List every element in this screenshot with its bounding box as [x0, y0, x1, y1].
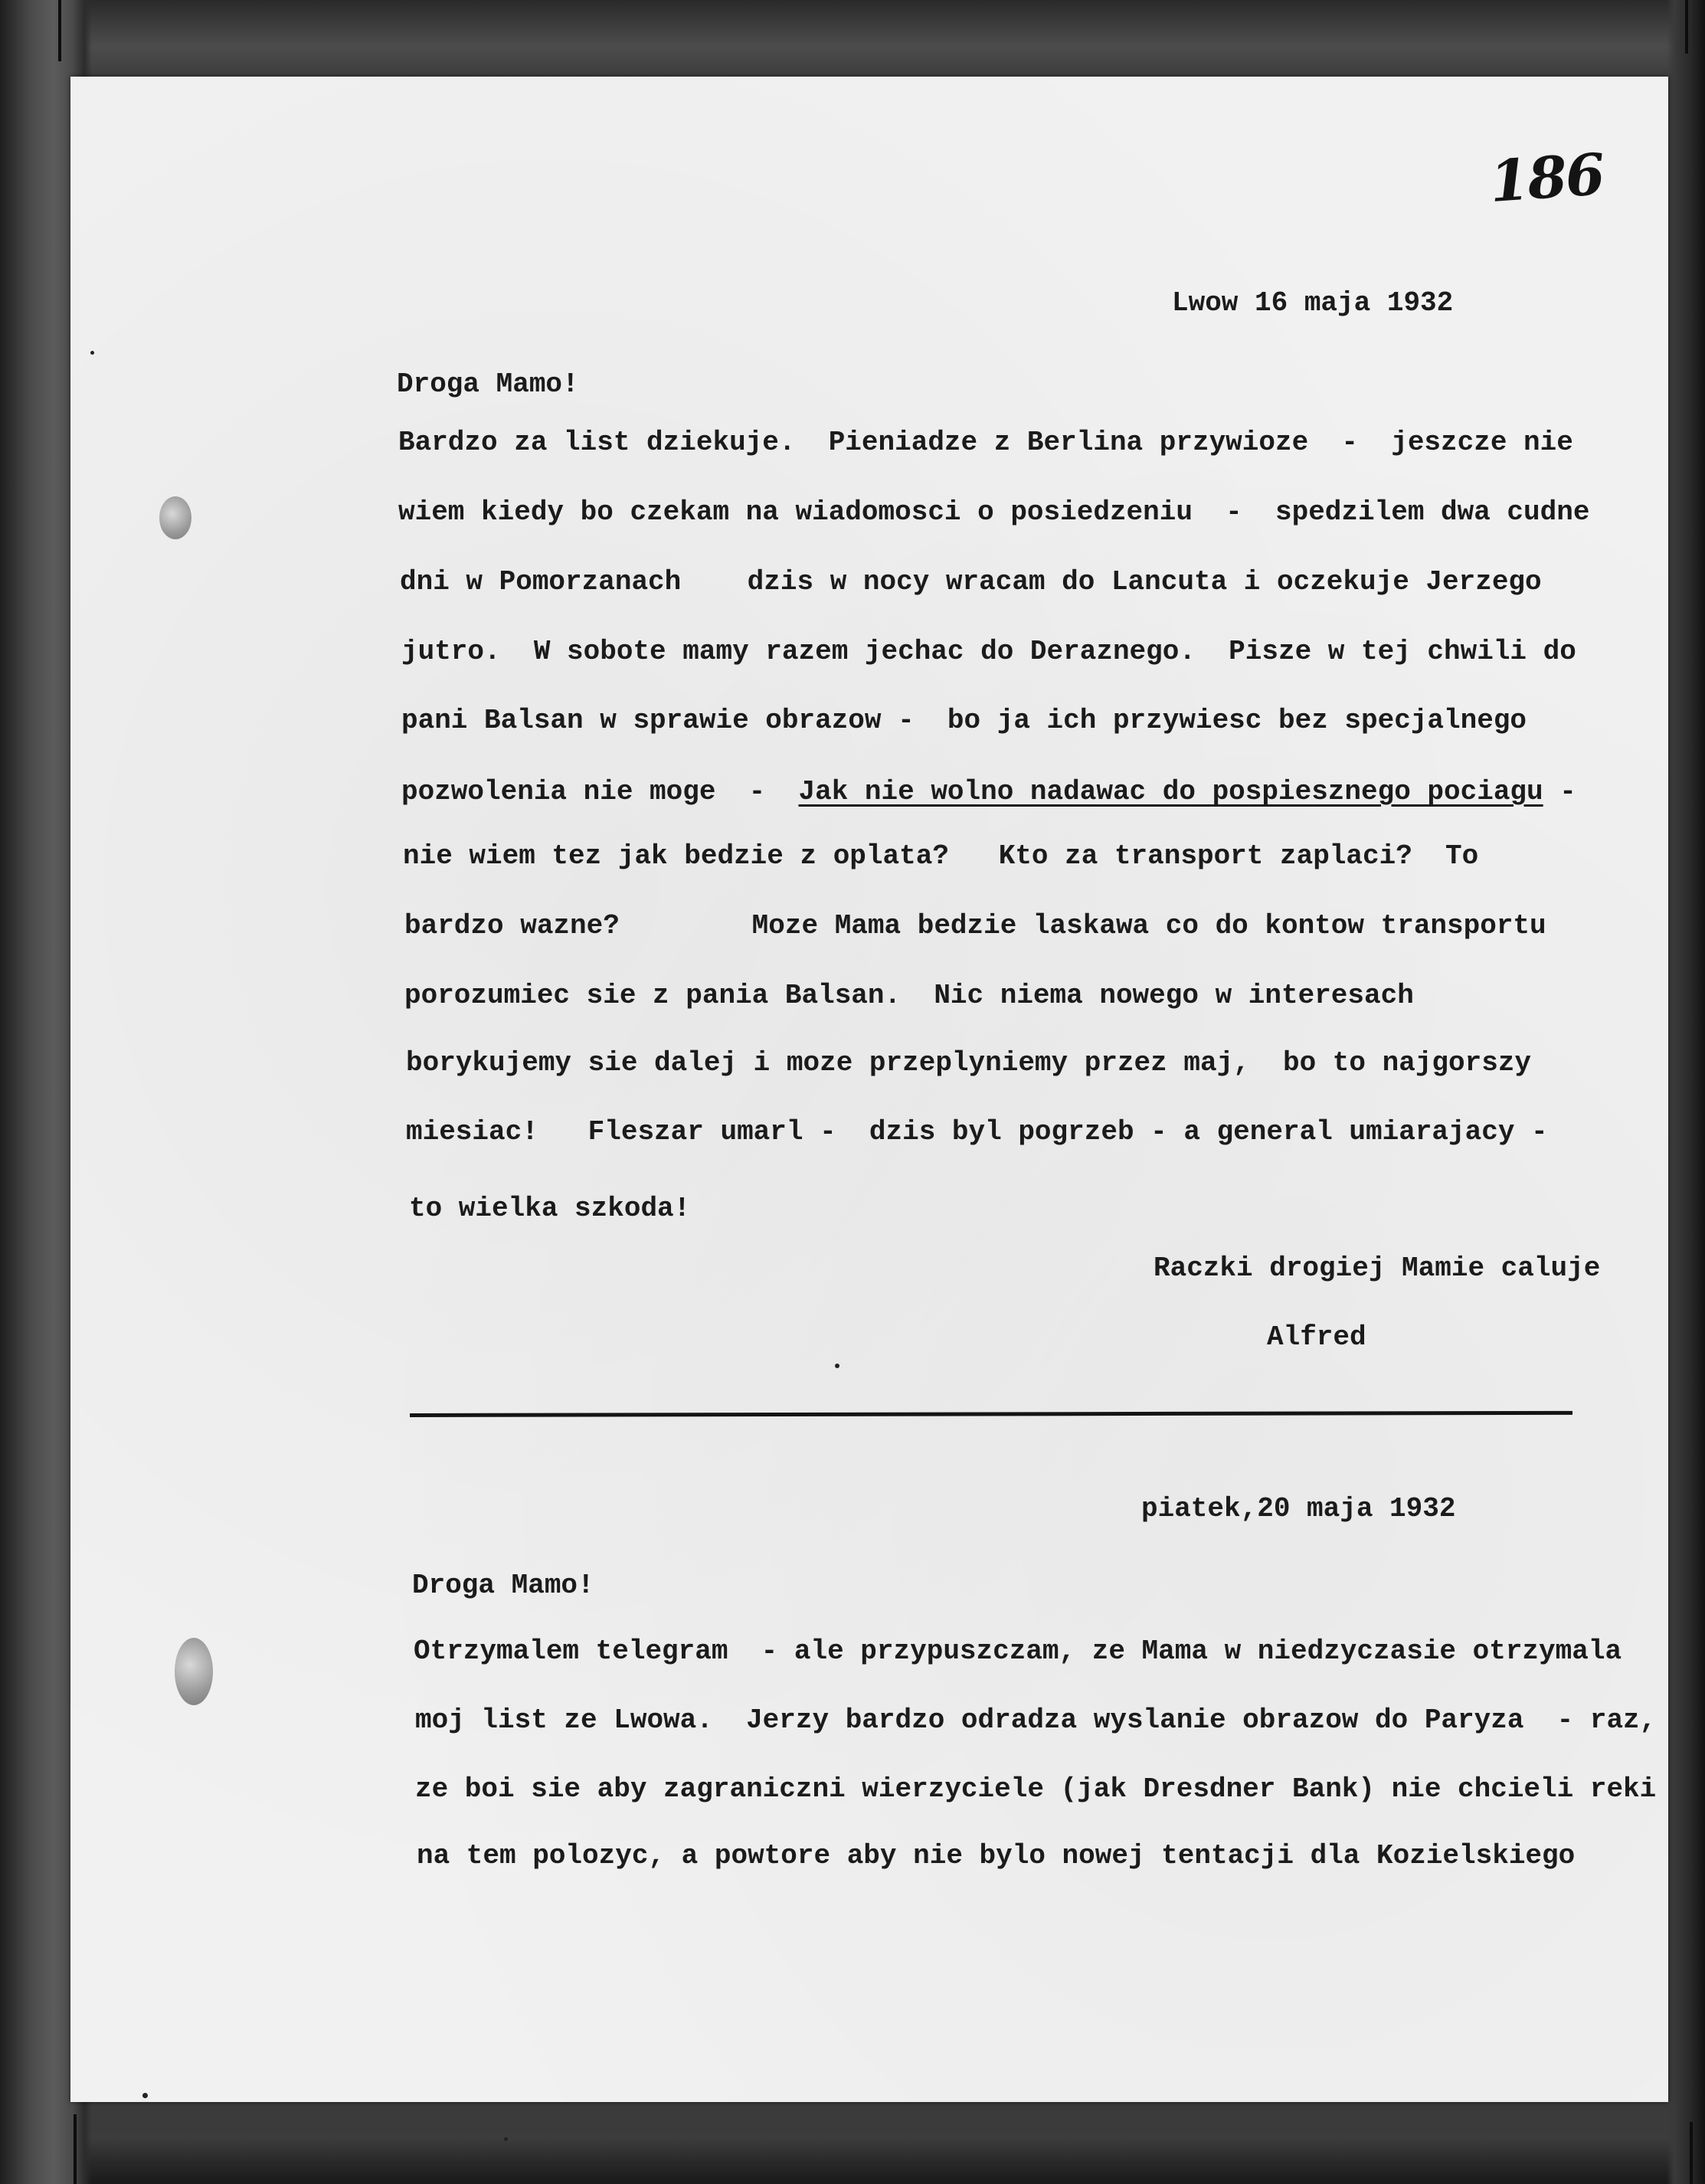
binder-edge-bottom-right — [1690, 2122, 1693, 2184]
underlined-sentence: Jak nie wolno nadawac do pospiesznego pociagu — [798, 776, 1543, 807]
letter1-line-start: pozwolenia nie moge - — [401, 776, 799, 807]
letter1-salutation: Droga Mamo! — [397, 368, 579, 400]
letter2-salutation: Droga Mamo! — [412, 1570, 594, 1601]
letter1-signature: Alfred — [1267, 1321, 1366, 1353]
letter1-line: jutro. W sobote mamy razem jechac do Deraznego. Pisze w tej chwili do — [401, 636, 1576, 667]
binder-edge-left — [58, 0, 61, 61]
letter1-line-underlined-row — [401, 778, 1576, 806]
letter1-line: to wielka szkoda! — [409, 1193, 691, 1224]
letter1-line: Bardzo za list dziekuje. Pieniadze z Berlina przywioze - jeszcze nie — [398, 427, 1573, 458]
letter1-line: miesiac! Fleszar umarl - dzis byl pogrzeb - a general umiarajacy - — [406, 1116, 1548, 1148]
letter1-line-end: - — [1543, 776, 1576, 807]
letter1-date: Lwow 16 maja 1932 — [1172, 287, 1454, 319]
letter1-closing: Raczki drogiej Mamie caluje — [1154, 1252, 1601, 1284]
letter1-line: borykujemy sie dalej i moze przeplyniemy przez maj, bo to najgorszy — [406, 1047, 1532, 1079]
letter2-line: ze boi sie aby zagraniczni wierzyciele (jak Dresdner Bank) nie chcieli reki — [415, 1773, 1657, 1805]
letter2-line: na tem polozyc, a powtore aby nie bylo nowej tentacji dla Kozielskiego — [417, 1840, 1576, 1871]
letter2-date: piatek,20 maja 1932 — [1141, 1493, 1456, 1524]
letter2-line: moj list ze Lwowa. Jerzy bardzo odradza wyslanie obrazow do Paryza - raz, — [415, 1704, 1657, 1736]
letter1-line: porozumiec sie z pania Balsan. Nic niema nowego w interesach — [404, 980, 1414, 1011]
page-number: 186 — [1487, 141, 1606, 216]
letter1-line: dni w Pomorzanach dzis w nocy wracam do Lancuta i oczekuje Jerzego — [400, 566, 1542, 598]
binder-edge-bottom-left — [74, 2114, 77, 2184]
letter2-line: Otrzymalem telegram - ale przypuszczam, ze Mama w niedzyczasie otrzymala — [414, 1636, 1622, 1667]
punch-hole-bottom — [175, 1638, 213, 1705]
letter1-line: bardzo wazne? Moze Mama bedzie laskawa co do kontow transportu — [404, 910, 1546, 941]
dust-speck — [142, 2093, 148, 2098]
letter1-line: pani Balsan w sprawie obrazow - bo ja ich przywiesc bez specjalnego — [401, 705, 1527, 736]
letter1-line: wiem kiedy bo czekam na wiadomosci o posiedzeniu - spedzilem dwa cudne — [398, 496, 1590, 528]
binder-edge-right — [1685, 0, 1688, 54]
dust-speck — [835, 1364, 839, 1368]
dust-speck — [504, 2137, 508, 2141]
dust-speck — [90, 351, 94, 355]
letter1-line: nie wiem tez jak bedzie z oplata? Kto za transport zaplaci? To — [403, 840, 1479, 872]
punch-hole-top — [159, 496, 191, 539]
